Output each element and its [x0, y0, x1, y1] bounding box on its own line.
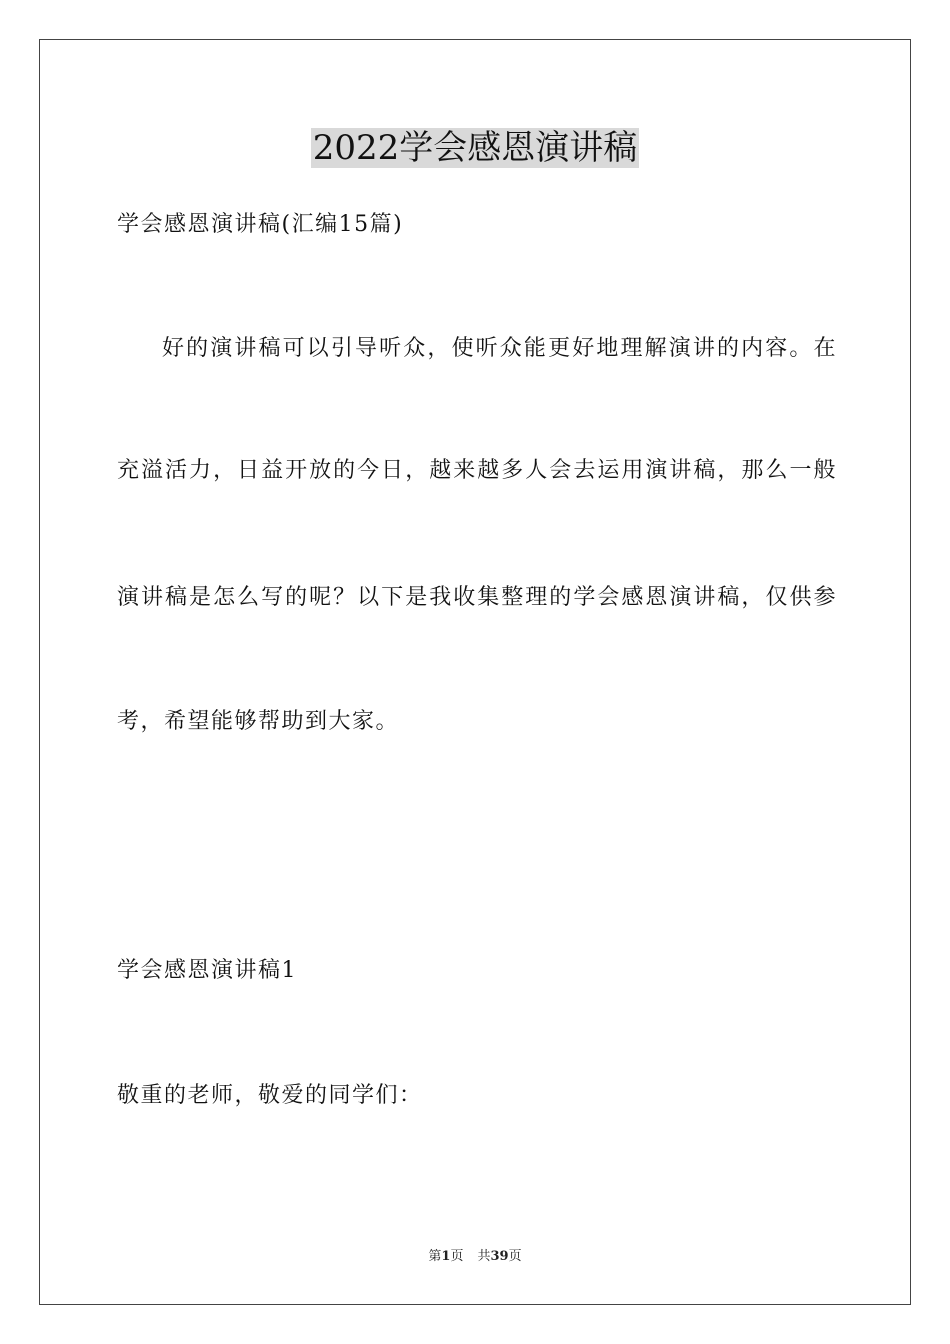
intro-line-3: 演讲稿是怎么写的呢？以下是我收集整理的学会感恩演讲稿，仅供参 [117, 585, 837, 610]
total-pages: 39 [490, 1249, 509, 1264]
salutation: 敬重的老师，敬爱的同学们： [117, 1083, 423, 1108]
document-title [0, 126, 950, 170]
document-subtitle: 学会感恩演讲稿(汇编15篇) [117, 212, 404, 237]
section-heading: 学会感恩演讲稿1 [117, 958, 297, 983]
intro-line-4: 考，希望能够帮助到大家。 [117, 709, 400, 734]
total-suffix: 页 [508, 1249, 522, 1264]
page-footer [0, 1248, 950, 1266]
page-prefix: 第 [428, 1249, 442, 1264]
document-title-text: 2022学会感恩演讲稿 [312, 128, 638, 168]
intro-line-1: 好的演讲稿可以引导听众，使听众能更好地理解演讲的内容。在 [162, 336, 837, 361]
total-prefix: 共 [477, 1249, 491, 1264]
page-number: 1 [441, 1249, 451, 1264]
intro-line-2: 充溢活力，日益开放的今日，越来越多人会去运用演讲稿，那么一般 [117, 458, 837, 483]
page-suffix: 页 [450, 1249, 464, 1264]
